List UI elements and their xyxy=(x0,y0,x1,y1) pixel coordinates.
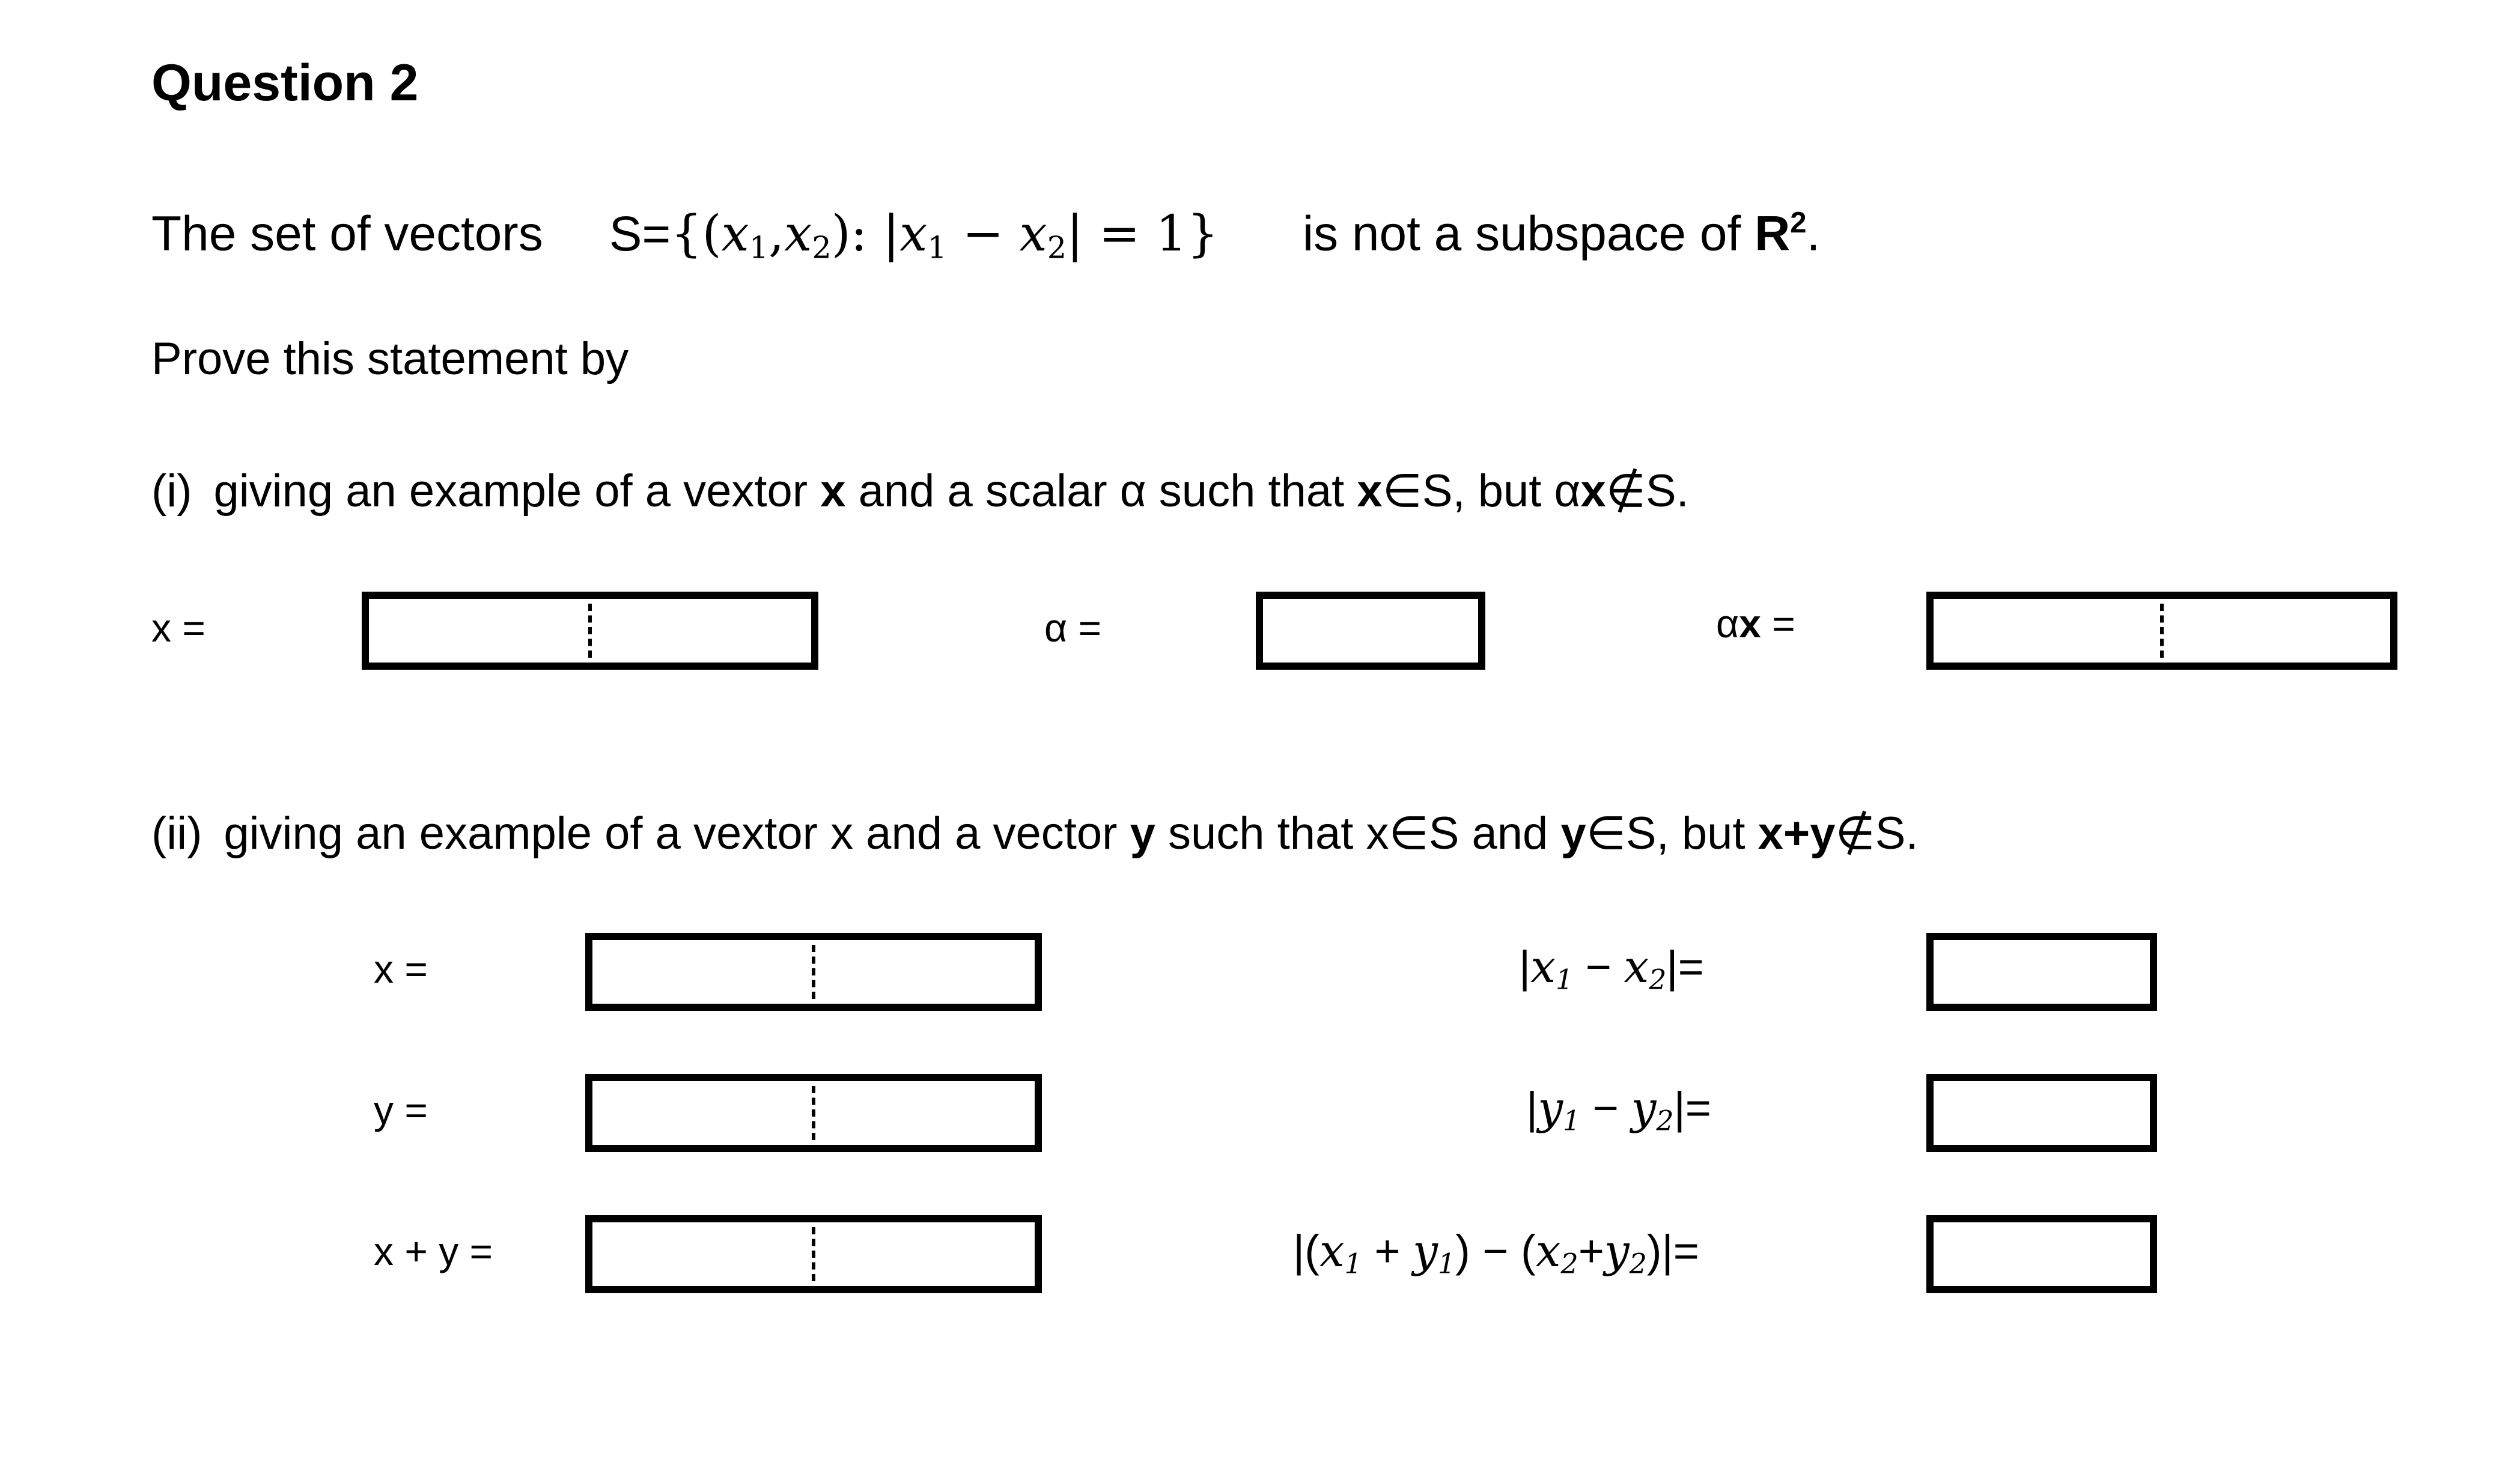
var-x1: x xyxy=(721,205,749,262)
part-ii-text-3: ∈S, but xyxy=(1586,808,1745,859)
sub-2b: 2 xyxy=(1047,229,1067,265)
sub-1: 1 xyxy=(1555,963,1574,996)
part-ii-y-label: y = xyxy=(374,1088,428,1132)
part-i-text-1: giving an example of a vextor xyxy=(213,466,808,517)
part-i-text-4: ∉S. xyxy=(1605,466,1689,517)
minus: − xyxy=(1573,942,1624,992)
minus: − xyxy=(1580,1083,1631,1133)
part-ii-number: (ii) xyxy=(151,808,202,859)
part-i-x-answer-box[interactable] xyxy=(362,592,818,670)
part-ii-bold-y2: y xyxy=(1560,808,1586,859)
part-i-text xyxy=(151,455,1689,527)
sub-1: 1 xyxy=(1344,1247,1362,1280)
part-i-alpha-x-answer-box[interactable] xyxy=(1926,592,2397,670)
eq-one: | = 1} xyxy=(1067,205,1219,262)
sub-1b: 1 xyxy=(927,229,947,265)
part-ii-x-answer-box[interactable] xyxy=(585,933,1042,1011)
abs-diff-x-answer-box[interactable] xyxy=(1926,933,2157,1011)
abs-diff-xy-label xyxy=(1293,1218,1699,1296)
comma: , xyxy=(768,205,785,262)
component-divider xyxy=(2160,604,2164,658)
abs-diff-y-label xyxy=(1526,1075,1711,1153)
plus: + xyxy=(1362,1226,1413,1276)
abs-open: |( xyxy=(1293,1226,1319,1276)
var-x2b: x xyxy=(1019,205,1047,262)
component-divider xyxy=(588,604,592,658)
statement-prefix: The set of vectors xyxy=(151,206,543,261)
var-y2: y xyxy=(1604,1225,1630,1277)
abs-close: |= xyxy=(1666,942,1704,992)
part-ii-xy-label: x + y = xyxy=(374,1229,493,1273)
abs-diff-y-answer-box[interactable] xyxy=(1926,1074,2157,1152)
var-y1: y xyxy=(1538,1082,1563,1134)
sub-1: 1 xyxy=(1563,1104,1581,1137)
abs-close: |= xyxy=(1673,1083,1712,1133)
set-open: {( xyxy=(671,205,722,262)
plus2: + xyxy=(1578,1226,1604,1276)
var-y2: y xyxy=(1631,1082,1657,1134)
sub-1: 1 xyxy=(749,229,769,265)
part-i-alpha-x-label xyxy=(1716,593,1795,654)
part-ii-text-4: ∉S. xyxy=(1835,808,1919,859)
part-ii-x-label: x = xyxy=(374,947,428,991)
abs-close: )|= xyxy=(1646,1226,1699,1276)
var-x2: x xyxy=(1624,941,1649,993)
sub-2: 2 xyxy=(812,229,832,265)
prove-instruction: Prove this statement by xyxy=(151,333,629,384)
sub-2: 2 xyxy=(1560,1247,1578,1280)
set-name: S= xyxy=(609,206,671,261)
sub-2b: 2 xyxy=(1629,1247,1647,1280)
part-i-alpha-label: α = xyxy=(1044,605,1102,650)
sub-2: 2 xyxy=(1649,963,1667,996)
statement-period: . xyxy=(1806,206,1821,261)
component-divider xyxy=(812,1227,815,1281)
var-x2: x xyxy=(784,205,812,262)
abs-open: | xyxy=(1526,1083,1538,1133)
sub-2: 2 xyxy=(1656,1104,1674,1137)
alpha-symbol: α xyxy=(1716,601,1739,646)
abs-diff-xy-answer-box[interactable] xyxy=(1926,1215,2157,1293)
part-i-number: (i) xyxy=(151,466,192,517)
var-x1b: x xyxy=(899,205,928,262)
real-space-exponent: 2 xyxy=(1790,206,1807,239)
part-i-alpha-answer-box[interactable] xyxy=(1256,592,1485,670)
abs-open: | xyxy=(1519,942,1531,992)
mid-minus: ) − ( xyxy=(1455,1226,1536,1276)
part-i-x-label: x = xyxy=(151,605,205,650)
var-x2: x xyxy=(1535,1225,1561,1277)
component-divider xyxy=(812,1086,815,1140)
minus: − xyxy=(946,205,1020,262)
real-space: R xyxy=(1755,206,1791,261)
set-formula xyxy=(671,205,1219,265)
component-divider xyxy=(812,945,815,999)
part-i-bold-x3: x xyxy=(1580,466,1606,517)
part-ii-text-1: giving an example of a vextor x and a vector xyxy=(224,808,1118,859)
part-ii-bold-xy: x+y xyxy=(1758,808,1836,859)
alpha-x-eq: = xyxy=(1761,601,1795,646)
part-ii-xy-answer-box[interactable] xyxy=(585,1215,1042,1293)
part-ii-text xyxy=(151,798,1919,870)
part-i-bold-x2: x xyxy=(1357,466,1383,517)
part-ii-text-2: such that x∈S and xyxy=(1167,808,1548,859)
var-x1: x xyxy=(1319,1225,1345,1277)
part-i-text-3: ∈S, but α xyxy=(1382,466,1581,517)
part-i-text-2: and a scalar α such that xyxy=(858,466,1345,517)
set-definition xyxy=(609,205,1219,265)
part-i-bold-x: x xyxy=(820,466,846,517)
abs-diff-x-label xyxy=(1519,934,1704,1012)
sub-1b: 1 xyxy=(1437,1247,1456,1280)
cond-sep: ): | xyxy=(831,205,900,262)
part-ii-bold-y: y xyxy=(1130,808,1155,859)
part-ii-y-answer-box[interactable] xyxy=(585,1074,1042,1152)
var-y1: y xyxy=(1413,1225,1438,1277)
var-x1: x xyxy=(1530,941,1556,993)
alpha-x-bold: x xyxy=(1739,601,1761,646)
problem-statement xyxy=(151,184,1820,287)
question-title: Question 2 xyxy=(151,54,419,112)
statement-suffix: is not a subspace of xyxy=(1302,206,1741,261)
